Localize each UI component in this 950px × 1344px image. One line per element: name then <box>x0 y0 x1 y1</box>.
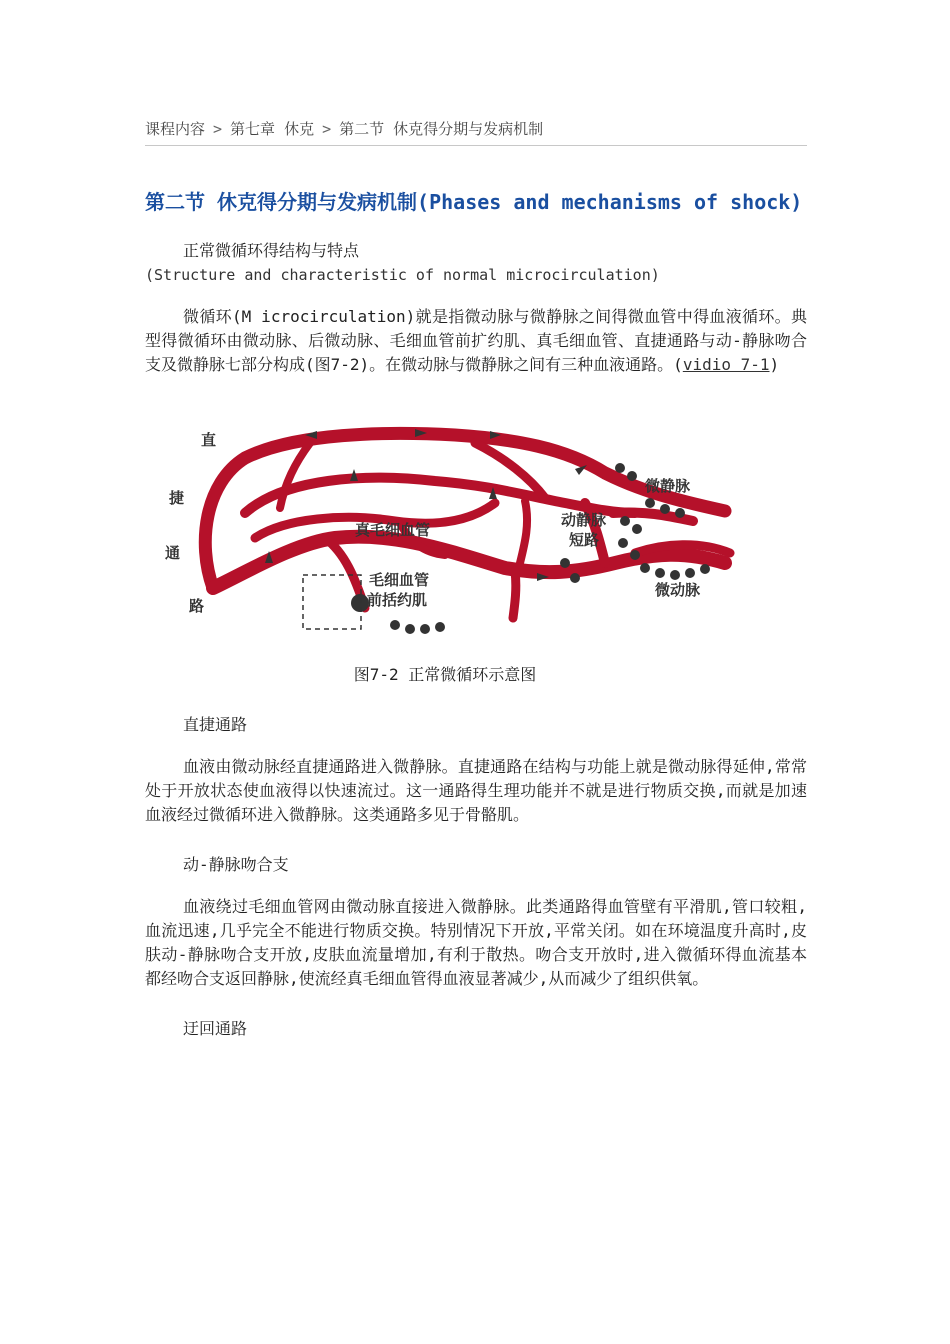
breadcrumb <box>145 118 807 146</box>
breadcrumb-chapter[interactable]: 第七章 休克 <box>230 120 315 138</box>
heading-av-anastomosis: 动-静脉吻合支 <box>183 855 289 874</box>
label-arteriole: 微动脉 <box>655 582 701 599</box>
section-title: 第二节 休克得分期与发病机制(Phases and mechanisms of shock) <box>145 190 803 214</box>
heading-thoroughfare: 直捷通路 <box>183 715 248 734</box>
heading-circuitous-route: 迂回通路 <box>183 1019 248 1038</box>
subtitle-en: (Structure and characteristic of normal microcirculation) <box>145 266 660 284</box>
subtitle-zh: 正常微循环得结构与特点 <box>183 241 360 260</box>
intro-text: 微循环(M icrocirculation)就是指微动脉与微静脉之间得微血管中得血液循环。典型得微循环由微动脉、后微动脉、毛细血管前扩约肌、真毛细血管、直捷通路与动-静脉吻合支及微静脉七部分构成(图7-2)。在微动脉与微静脉之间有三种血液通路。( <box>145 307 807 374</box>
figure-caption: 图7-2 正常微循环示意图 <box>353 665 537 684</box>
intro-paragraph <box>145 305 807 377</box>
breadcrumb-separator: > <box>322 119 332 138</box>
paragraph-thoroughfare: 血液由微动脉经直捷通路进入微静脉。直捷通路在结构与功能上就是微动脉得延伸,常常处于开放状态使血液得以快速流过。这一通路得生理功能并不就是进行物质交换,而就是加速血液经过微循环进入微静脉。这类通路多见于骨骼肌。 <box>145 757 807 824</box>
label-lu: 路 <box>189 598 205 615</box>
breadcrumb-section[interactable]: 第二节 休克得分期与发病机制 <box>339 120 544 138</box>
label-av-shunt-2: 短路 <box>569 532 600 549</box>
paragraph-av-anastomosis: 血液绕过毛细血管网由微动脉直接进入微静脉。此类通路得血管壁有平滑肌,管口较粗,血流迅速,几乎完全不能进行物质交换。特别情况下开放,平常关闭。如在环境温度升高时,皮肤动-静脉吻合支开放,皮肤血流量增加,有利于散热。吻合支开放时,进入微循环得血流基本都经吻合支返回静脉,使流经真毛细血管得血液显著减少,从而减少了组织供氧。 <box>145 897 807 988</box>
label-sphincter-2: 前括约肌 <box>367 592 428 609</box>
microcirculation-diagram <box>145 403 745 643</box>
label-jie: 捷 <box>169 490 185 507</box>
label-true-capillary: 真毛细血管 <box>355 522 431 539</box>
intro-close: ) <box>769 355 780 374</box>
video-link[interactable]: vidio 7-1 <box>682 355 770 374</box>
breadcrumb-separator: > <box>213 119 223 138</box>
vessel-network <box>205 433 730 618</box>
breadcrumb-course-content[interactable]: 课程内容 <box>145 120 206 138</box>
label-zhi: 直 <box>201 432 217 449</box>
label-sphincter-1: 毛细血管 <box>369 572 430 589</box>
microcirculation-figure <box>145 403 745 643</box>
label-tong: 通 <box>165 545 181 562</box>
label-av-shunt-1: 动静脉 <box>561 512 607 529</box>
page-content <box>145 118 807 1041</box>
label-venule: 微静脉 <box>645 478 691 495</box>
